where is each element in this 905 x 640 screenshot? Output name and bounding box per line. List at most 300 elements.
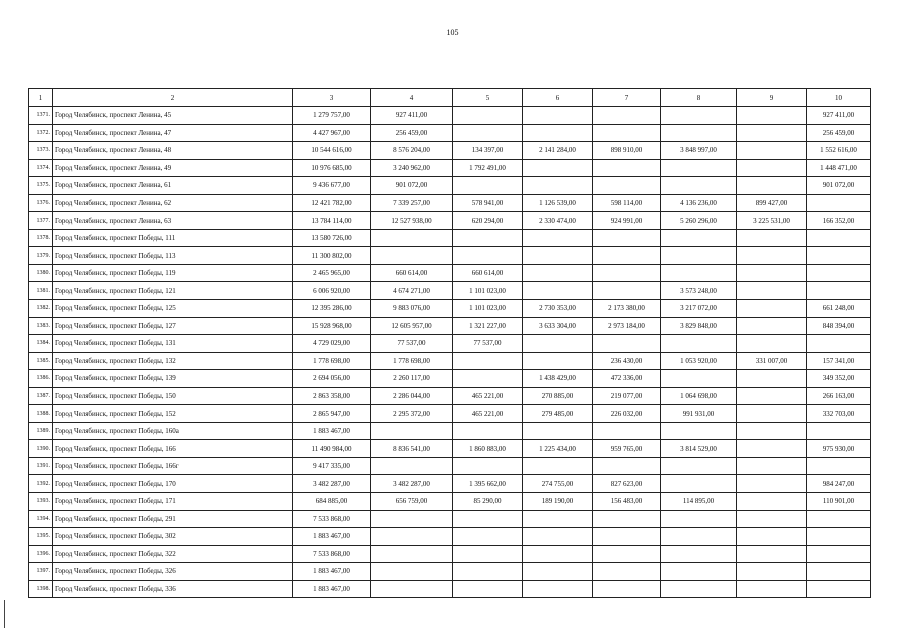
amount-cell-col-7 [593, 563, 661, 581]
amount-cell-col-6 [523, 247, 593, 265]
amount-cell-col-3: 1 279 757,00 [293, 107, 371, 125]
amount-cell-col-6: 2 730 353,00 [523, 300, 593, 318]
amount-cell-col-4: 12 527 938,00 [371, 212, 453, 230]
table-row [29, 457, 871, 475]
amount-cell-col-8: 3 573 248,00 [661, 282, 737, 300]
amount-cell-col-8: 3 217 072,00 [661, 300, 737, 318]
table-row [29, 282, 871, 300]
row-number-cell: 1371. [29, 107, 53, 125]
page-number: 105 [446, 28, 459, 37]
amount-cell-col-6 [523, 528, 593, 546]
amount-cell-col-3: 2 865 947,00 [293, 405, 371, 423]
row-number-cell: 1383. [29, 317, 53, 335]
table-row [29, 229, 871, 247]
amount-cell-col-10: 901 072,00 [807, 177, 871, 195]
amount-cell-col-10 [807, 194, 871, 212]
table-row [29, 159, 871, 177]
amount-cell-col-7 [593, 545, 661, 563]
address-cell: Город Челябинск, проспект Победы, 166г [53, 457, 293, 475]
amount-cell-col-6 [523, 282, 593, 300]
amount-cell-col-7 [593, 580, 661, 598]
amount-cell-col-7: 219 077,00 [593, 387, 661, 405]
row-number-cell: 1397. [29, 563, 53, 581]
amount-cell-col-4: 8 836 541,00 [371, 440, 453, 458]
amount-cell-col-5: 465 221,00 [453, 387, 523, 405]
amount-cell-col-8: 3 829 848,00 [661, 317, 737, 335]
amount-cell-col-7 [593, 422, 661, 440]
amount-cell-col-9 [737, 457, 807, 475]
amount-cell-col-8 [661, 580, 737, 598]
amount-cell-col-3: 7 533 868,00 [293, 510, 371, 528]
amount-cell-col-5: 620 294,00 [453, 212, 523, 230]
amount-cell-col-4: 4 674 271,00 [371, 282, 453, 300]
address-cell: Город Челябинск, проспект Победы, 171 [53, 493, 293, 511]
header-row [29, 89, 871, 107]
amount-cell-col-5 [453, 545, 523, 563]
amount-cell-col-4 [371, 457, 453, 475]
row-number-cell: 1392. [29, 475, 53, 493]
amount-cell-col-10: 349 352,00 [807, 370, 871, 388]
amount-cell-col-8 [661, 124, 737, 142]
table-row [29, 335, 871, 353]
address-cell: Город Челябинск, проспект Победы, 113 [53, 247, 293, 265]
table-row [29, 493, 871, 511]
amount-cell-col-10: 848 394,00 [807, 317, 871, 335]
table-row [29, 440, 871, 458]
amount-cell-col-7 [593, 124, 661, 142]
amount-cell-col-3: 684 885,00 [293, 493, 371, 511]
table-row [29, 142, 871, 160]
amount-cell-col-10: 256 459,00 [807, 124, 871, 142]
amount-cell-col-6: 274 755,00 [523, 475, 593, 493]
table-row [29, 545, 871, 563]
amount-cell-col-6 [523, 422, 593, 440]
row-number-cell: 1390. [29, 440, 53, 458]
amount-cell-col-3: 15 928 968,00 [293, 317, 371, 335]
table-row [29, 475, 871, 493]
amount-cell-col-8: 1 064 698,00 [661, 387, 737, 405]
amount-cell-col-10 [807, 510, 871, 528]
amount-cell-col-9 [737, 142, 807, 160]
address-cell: Город Челябинск, проспект Ленина, 45 [53, 107, 293, 125]
amount-cell-col-3: 1 883 467,00 [293, 563, 371, 581]
column-header-9: 9 [737, 89, 807, 107]
table-row [29, 352, 871, 370]
address-cell: Город Челябинск, проспект Победы, 160а [53, 422, 293, 440]
amount-cell-col-8 [661, 335, 737, 353]
amount-cell-col-4: 8 576 204,00 [371, 142, 453, 160]
amount-cell-col-10: 1 552 616,00 [807, 142, 871, 160]
amount-cell-col-8 [661, 422, 737, 440]
amount-cell-col-4: 656 759,00 [371, 493, 453, 511]
address-cell: Город Челябинск, проспект Победы, 131 [53, 335, 293, 353]
amount-cell-col-3: 13 580 726,00 [293, 229, 371, 247]
amount-cell-col-3: 1 883 467,00 [293, 422, 371, 440]
table-row [29, 528, 871, 546]
amount-cell-col-5: 134 397,00 [453, 142, 523, 160]
address-cell: Город Челябинск, проспект Победы, 121 [53, 282, 293, 300]
amount-cell-col-5: 85 290,00 [453, 493, 523, 511]
amount-cell-col-8: 3 814 529,00 [661, 440, 737, 458]
amount-cell-col-9 [737, 124, 807, 142]
row-number-cell: 1391. [29, 457, 53, 475]
amount-cell-col-4: 3 240 962,00 [371, 159, 453, 177]
amount-cell-col-4: 7 339 257,00 [371, 194, 453, 212]
amount-cell-col-9 [737, 282, 807, 300]
amount-cell-col-7: 2 173 380,00 [593, 300, 661, 318]
amount-cell-col-8 [661, 159, 737, 177]
amount-cell-col-3: 12 421 782,00 [293, 194, 371, 212]
amount-cell-col-6 [523, 457, 593, 475]
address-cell: Город Челябинск, проспект Победы, 302 [53, 528, 293, 546]
amount-cell-col-9 [737, 370, 807, 388]
amount-cell-col-5 [453, 107, 523, 125]
amount-cell-col-7 [593, 528, 661, 546]
amount-cell-col-6 [523, 124, 593, 142]
amount-cell-col-5: 660 614,00 [453, 264, 523, 282]
row-number-cell: 1382. [29, 300, 53, 318]
amount-cell-col-8: 4 136 236,00 [661, 194, 737, 212]
amount-cell-col-3: 4 729 029,00 [293, 335, 371, 353]
amount-cell-col-7 [593, 159, 661, 177]
amount-cell-col-9 [737, 300, 807, 318]
address-cell: Город Челябинск, проспект Ленина, 47 [53, 124, 293, 142]
amount-cell-col-6: 270 885,00 [523, 387, 593, 405]
amount-cell-col-10 [807, 229, 871, 247]
amount-cell-col-4: 660 614,00 [371, 264, 453, 282]
amount-cell-col-8: 1 053 920,00 [661, 352, 737, 370]
amount-cell-col-8 [661, 229, 737, 247]
amount-cell-col-7: 236 430,00 [593, 352, 661, 370]
amount-cell-col-6 [523, 510, 593, 528]
amount-cell-col-10 [807, 545, 871, 563]
amount-cell-col-9 [737, 580, 807, 598]
row-number-cell: 1381. [29, 282, 53, 300]
amount-cell-col-9 [737, 247, 807, 265]
amount-cell-col-5 [453, 563, 523, 581]
table-row [29, 370, 871, 388]
amount-cell-col-7 [593, 107, 661, 125]
column-header-10: 10 [807, 89, 871, 107]
amount-cell-col-3: 2 694 056,00 [293, 370, 371, 388]
table-row [29, 107, 871, 125]
amount-cell-col-9 [737, 510, 807, 528]
row-number-cell: 1386. [29, 370, 53, 388]
amount-cell-col-3: 1 883 467,00 [293, 580, 371, 598]
amount-cell-col-4: 256 459,00 [371, 124, 453, 142]
row-number-cell: 1394. [29, 510, 53, 528]
amount-cell-col-3: 1 883 467,00 [293, 528, 371, 546]
amount-cell-col-10: 975 930,00 [807, 440, 871, 458]
amount-cell-col-4: 1 778 698,00 [371, 352, 453, 370]
row-number-cell: 1379. [29, 247, 53, 265]
row-number-cell: 1373. [29, 142, 53, 160]
amount-cell-col-4 [371, 563, 453, 581]
amount-cell-col-5: 1 101 023,00 [453, 300, 523, 318]
amount-cell-col-8 [661, 475, 737, 493]
amount-cell-col-9 [737, 545, 807, 563]
column-header-5: 5 [453, 89, 523, 107]
amount-cell-col-3: 3 482 287,00 [293, 475, 371, 493]
amount-cell-col-8 [661, 177, 737, 195]
amount-cell-col-3: 7 533 868,00 [293, 545, 371, 563]
amount-cell-col-8 [661, 370, 737, 388]
column-header-4: 4 [371, 89, 453, 107]
row-number-cell: 1396. [29, 545, 53, 563]
amount-cell-col-4: 927 411,00 [371, 107, 453, 125]
table-row [29, 580, 871, 598]
table-row [29, 247, 871, 265]
address-cell: Город Челябинск, проспект Победы, 291 [53, 510, 293, 528]
address-cell: Город Челябинск, проспект Победы, 170 [53, 475, 293, 493]
amount-cell-col-8 [661, 545, 737, 563]
row-number-cell: 1378. [29, 229, 53, 247]
address-cell: Город Челябинск, проспект Ленина, 63 [53, 212, 293, 230]
row-number-cell: 1372. [29, 124, 53, 142]
amount-cell-col-5 [453, 124, 523, 142]
amount-cell-col-3: 4 427 967,00 [293, 124, 371, 142]
amount-cell-col-7: 898 910,00 [593, 142, 661, 160]
amount-cell-col-5: 1 860 883,00 [453, 440, 523, 458]
address-cell: Город Челябинск, проспект Победы, 139 [53, 370, 293, 388]
column-header-2: 2 [53, 89, 293, 107]
amount-cell-col-6 [523, 335, 593, 353]
table-row [29, 264, 871, 282]
amount-cell-col-4: 12 605 957,00 [371, 317, 453, 335]
amount-cell-col-3: 10 976 685,00 [293, 159, 371, 177]
amount-cell-col-4 [371, 580, 453, 598]
address-cell: Город Челябинск, проспект Победы, 111 [53, 229, 293, 247]
amount-cell-col-6: 2 141 284,00 [523, 142, 593, 160]
amount-cell-col-6 [523, 177, 593, 195]
amount-cell-col-4: 2 260 117,00 [371, 370, 453, 388]
address-cell: Город Челябинск, проспект Ленина, 49 [53, 159, 293, 177]
row-number-cell: 1375. [29, 177, 53, 195]
row-number-cell: 1388. [29, 405, 53, 423]
amount-cell-col-6: 1 126 539,00 [523, 194, 593, 212]
address-cell: Город Челябинск, проспект Победы, 336 [53, 580, 293, 598]
amount-cell-col-10 [807, 247, 871, 265]
amount-cell-col-4: 2 295 372,00 [371, 405, 453, 423]
amount-cell-col-6 [523, 352, 593, 370]
amount-cell-col-5: 1 101 023,00 [453, 282, 523, 300]
amount-cell-col-7 [593, 282, 661, 300]
amount-cell-col-4: 9 883 076,00 [371, 300, 453, 318]
amount-cell-col-4 [371, 229, 453, 247]
table-row [29, 405, 871, 423]
address-cell: Город Челябинск, проспект Победы, 150 [53, 387, 293, 405]
amount-cell-col-8 [661, 510, 737, 528]
amount-cell-col-7: 598 114,00 [593, 194, 661, 212]
amount-cell-col-5: 465 221,00 [453, 405, 523, 423]
amount-cell-col-10: 157 341,00 [807, 352, 871, 370]
table-row [29, 317, 871, 335]
address-cell: Город Челябинск, проспект Победы, 132 [53, 352, 293, 370]
amount-cell-col-6: 1 438 429,00 [523, 370, 593, 388]
amount-cell-col-10 [807, 282, 871, 300]
amount-cell-col-8: 5 260 296,00 [661, 212, 737, 230]
amount-cell-col-10: 1 448 471,00 [807, 159, 871, 177]
amount-cell-col-10 [807, 580, 871, 598]
table-row [29, 212, 871, 230]
amount-cell-col-6: 279 485,00 [523, 405, 593, 423]
address-cell: Город Челябинск, проспект Победы, 125 [53, 300, 293, 318]
amount-cell-col-8 [661, 528, 737, 546]
amount-cell-col-5 [453, 177, 523, 195]
address-cell: Город Челябинск, проспект Победы, 127 [53, 317, 293, 335]
amount-cell-col-10: 661 248,00 [807, 300, 871, 318]
amount-cell-col-6 [523, 545, 593, 563]
amount-cell-col-3: 11 300 802,00 [293, 247, 371, 265]
amount-cell-col-3: 1 778 698,00 [293, 352, 371, 370]
row-number-cell: 1393. [29, 493, 53, 511]
amount-cell-col-10 [807, 335, 871, 353]
amount-cell-col-5: 578 941,00 [453, 194, 523, 212]
address-cell: Город Челябинск, проспект Ленина, 48 [53, 142, 293, 160]
amount-cell-col-5 [453, 352, 523, 370]
amount-cell-col-3: 11 490 984,00 [293, 440, 371, 458]
amount-cell-col-9 [737, 475, 807, 493]
amount-cell-col-8 [661, 457, 737, 475]
table-row [29, 510, 871, 528]
amount-cell-col-3: 2 863 358,00 [293, 387, 371, 405]
amount-cell-col-5 [453, 229, 523, 247]
amount-cell-col-7: 924 991,00 [593, 212, 661, 230]
amount-cell-col-10 [807, 264, 871, 282]
amount-cell-col-9 [737, 317, 807, 335]
row-number-cell: 1377. [29, 212, 53, 230]
amount-cell-col-5 [453, 528, 523, 546]
amount-cell-col-7: 156 483,00 [593, 493, 661, 511]
amount-cell-col-9 [737, 159, 807, 177]
amount-cell-col-9 [737, 264, 807, 282]
amount-cell-col-7: 959 765,00 [593, 440, 661, 458]
amount-cell-col-4: 77 537,00 [371, 335, 453, 353]
amount-cell-col-6 [523, 159, 593, 177]
address-cell: Город Челябинск, проспект Победы, 152 [53, 405, 293, 423]
address-cell: Город Челябинск, проспект Победы, 326 [53, 563, 293, 581]
amount-cell-col-9 [737, 229, 807, 247]
amount-cell-col-8: 114 895,00 [661, 493, 737, 511]
amount-cell-col-8: 991 931,00 [661, 405, 737, 423]
table-row [29, 300, 871, 318]
amount-cell-col-4 [371, 422, 453, 440]
amount-cell-col-7: 2 973 184,00 [593, 317, 661, 335]
row-number-cell: 1387. [29, 387, 53, 405]
address-cell: Город Челябинск, проспект Ленина, 61 [53, 177, 293, 195]
amount-cell-col-5 [453, 370, 523, 388]
amount-cell-col-7 [593, 335, 661, 353]
amount-cell-col-6: 2 330 474,00 [523, 212, 593, 230]
column-header-3: 3 [293, 89, 371, 107]
amount-cell-col-3: 13 784 114,00 [293, 212, 371, 230]
amount-cell-col-5 [453, 580, 523, 598]
amount-cell-col-4 [371, 528, 453, 546]
row-number-cell: 1395. [29, 528, 53, 546]
amount-cell-col-10: 927 411,00 [807, 107, 871, 125]
amount-cell-col-5: 77 537,00 [453, 335, 523, 353]
amount-cell-col-10: 332 703,00 [807, 405, 871, 423]
amount-cell-col-6 [523, 580, 593, 598]
amount-cell-col-5 [453, 422, 523, 440]
amount-cell-col-6: 1 225 434,00 [523, 440, 593, 458]
row-number-cell: 1376. [29, 194, 53, 212]
table-row [29, 387, 871, 405]
amount-cell-col-3: 9 417 335,00 [293, 457, 371, 475]
amount-cell-col-3: 6 006 920,00 [293, 282, 371, 300]
column-header-1: 1 [29, 89, 53, 107]
amount-cell-col-7 [593, 229, 661, 247]
amount-cell-col-10 [807, 422, 871, 440]
row-number-cell: 1389. [29, 422, 53, 440]
amount-cell-col-8 [661, 264, 737, 282]
amount-cell-col-10 [807, 457, 871, 475]
amount-cell-col-7 [593, 457, 661, 475]
amount-cell-col-6: 3 633 304,00 [523, 317, 593, 335]
row-number-cell: 1385. [29, 352, 53, 370]
amount-cell-col-9: 3 225 531,00 [737, 212, 807, 230]
amount-cell-col-10: 110 901,00 [807, 493, 871, 511]
amount-cell-col-5 [453, 457, 523, 475]
amount-cell-col-3: 12 395 286,00 [293, 300, 371, 318]
amount-cell-col-3: 9 436 677,00 [293, 177, 371, 195]
amount-cell-col-7: 827 623,00 [593, 475, 661, 493]
row-number-cell: 1398. [29, 580, 53, 598]
amount-cell-col-7: 472 336,00 [593, 370, 661, 388]
table-row [29, 422, 871, 440]
amount-cell-col-6: 189 190,00 [523, 493, 593, 511]
amount-cell-col-9 [737, 107, 807, 125]
amount-cell-col-6 [523, 229, 593, 247]
amount-cell-col-4 [371, 545, 453, 563]
scan-edge-mark [4, 600, 5, 628]
amount-cell-col-7 [593, 177, 661, 195]
amount-cell-col-8 [661, 563, 737, 581]
amount-cell-col-6 [523, 563, 593, 581]
amount-cell-col-7 [593, 264, 661, 282]
amount-cell-col-3: 2 465 965,00 [293, 264, 371, 282]
amount-cell-col-10: 166 352,00 [807, 212, 871, 230]
amount-cell-col-8 [661, 107, 737, 125]
amount-cell-col-4 [371, 510, 453, 528]
address-cell: Город Челябинск, проспект Ленина, 62 [53, 194, 293, 212]
address-cell: Город Челябинск, проспект Победы, 166 [53, 440, 293, 458]
amount-cell-col-9: 331 007,00 [737, 352, 807, 370]
amount-cell-col-9 [737, 563, 807, 581]
amount-cell-col-4: 901 072,00 [371, 177, 453, 195]
column-header-6: 6 [523, 89, 593, 107]
amount-cell-col-7: 226 032,00 [593, 405, 661, 423]
address-cell: Город Челябинск, проспект Победы, 119 [53, 264, 293, 282]
amount-cell-col-4 [371, 247, 453, 265]
amount-cell-col-6 [523, 264, 593, 282]
amount-cell-col-5 [453, 510, 523, 528]
column-header-7: 7 [593, 89, 661, 107]
amount-cell-col-4: 2 286 044,00 [371, 387, 453, 405]
amount-cell-col-9 [737, 177, 807, 195]
amount-cell-col-6 [523, 107, 593, 125]
column-header-8: 8 [661, 89, 737, 107]
row-number-cell: 1380. [29, 264, 53, 282]
table-body [29, 107, 871, 598]
table-row [29, 194, 871, 212]
data-table [28, 88, 871, 598]
table-row [29, 563, 871, 581]
amount-cell-col-5: 1 792 491,00 [453, 159, 523, 177]
amount-cell-col-7 [593, 247, 661, 265]
table-row [29, 177, 871, 195]
amount-cell-col-10: 984 247,00 [807, 475, 871, 493]
